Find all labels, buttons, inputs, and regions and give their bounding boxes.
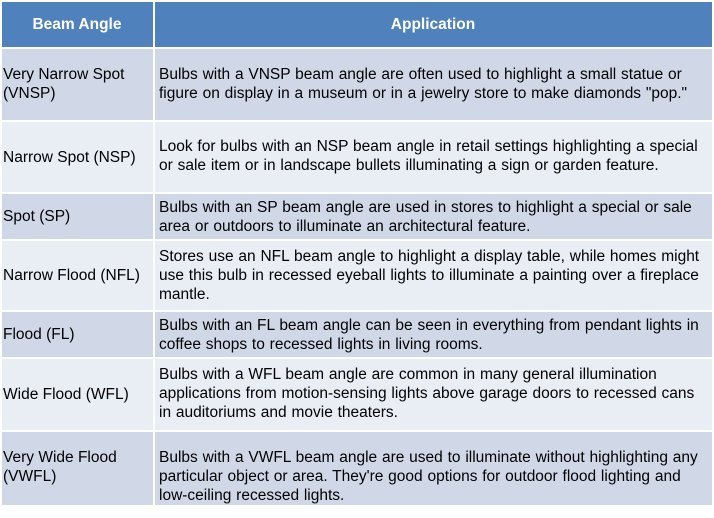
beam-angle-cell bbox=[1, 240, 154, 311]
application-cell bbox=[154, 121, 713, 193]
application-text: Bulbs with an SP beam angle are used in stores to highlight a special or sale area or outdoors to illuminate an architectural feature. bbox=[159, 199, 692, 235]
table-row bbox=[1, 121, 713, 193]
table-row bbox=[1, 311, 713, 358]
application-cell bbox=[154, 193, 713, 240]
table-row bbox=[1, 431, 713, 506]
table-row bbox=[1, 240, 713, 311]
column-header-beam-angle: Beam Angle bbox=[1, 1, 154, 48]
beam-angle-cell bbox=[1, 121, 154, 193]
column-header-application: Application bbox=[154, 1, 713, 48]
beam-angle-text: Very Narrow Spot (VNSP) bbox=[3, 66, 125, 102]
beam-angle-text: Very Wide Flood (VWFL) bbox=[3, 449, 117, 485]
application-text: Bulbs with a VNSP beam angle are often used to highlight a small statue or figure on display in a museum or in a jewelry store to make diamonds "pop." bbox=[159, 66, 688, 102]
beam-angle-text: Narrow Spot (NSP) bbox=[3, 148, 136, 166]
application-text: Bulbs with a WFL beam angle are common in many general illumination applications from motion-sensing lights above garage doors to recessed cans in auditoriums and movie theaters. bbox=[159, 366, 695, 421]
application-cell bbox=[154, 431, 713, 506]
beam-angle-cell bbox=[1, 358, 154, 431]
beam-angle-text: Flood (FL) bbox=[3, 326, 75, 343]
application-text: Bulbs with a VWFL beam angle are used to illuminate without highlighting any particular object or area. They're good options for outdoor flood lighting and low-ceiling recessed lights. bbox=[159, 449, 698, 504]
beam-angle-text: Spot (SP) bbox=[3, 208, 71, 225]
table-row bbox=[1, 358, 713, 431]
application-cell bbox=[154, 311, 713, 358]
application-cell bbox=[154, 358, 713, 431]
beam-angle-cell bbox=[1, 311, 154, 358]
beam-angle-cell bbox=[1, 431, 154, 506]
header-row bbox=[1, 1, 713, 48]
application-text: Look for bulbs with an NSP beam angle in retail settings highlighting a special or sale item or in landscape bullets illuminating a sign or garden feature. bbox=[159, 138, 698, 174]
application-text: Bulbs with an FL beam angle can be seen in everything from pendant lights in coffee shops to recessed lights in living rooms. bbox=[159, 317, 699, 353]
table-row bbox=[1, 48, 713, 121]
application-cell bbox=[154, 48, 713, 121]
table-row bbox=[1, 193, 713, 240]
beam-angle-text: Narrow Flood (NFL) bbox=[3, 267, 140, 284]
beam-angle-text: Wide Flood (WFL) bbox=[3, 386, 129, 403]
beam-angle-cell bbox=[1, 48, 154, 121]
application-cell bbox=[154, 240, 713, 311]
beam-angle-cell bbox=[1, 193, 154, 240]
application-text: Stores use an NFL beam angle to highlight a display table, while homes might use this bulb in recessed eyeball lights to illuminate a painting over a fireplace mantle. bbox=[159, 248, 700, 303]
